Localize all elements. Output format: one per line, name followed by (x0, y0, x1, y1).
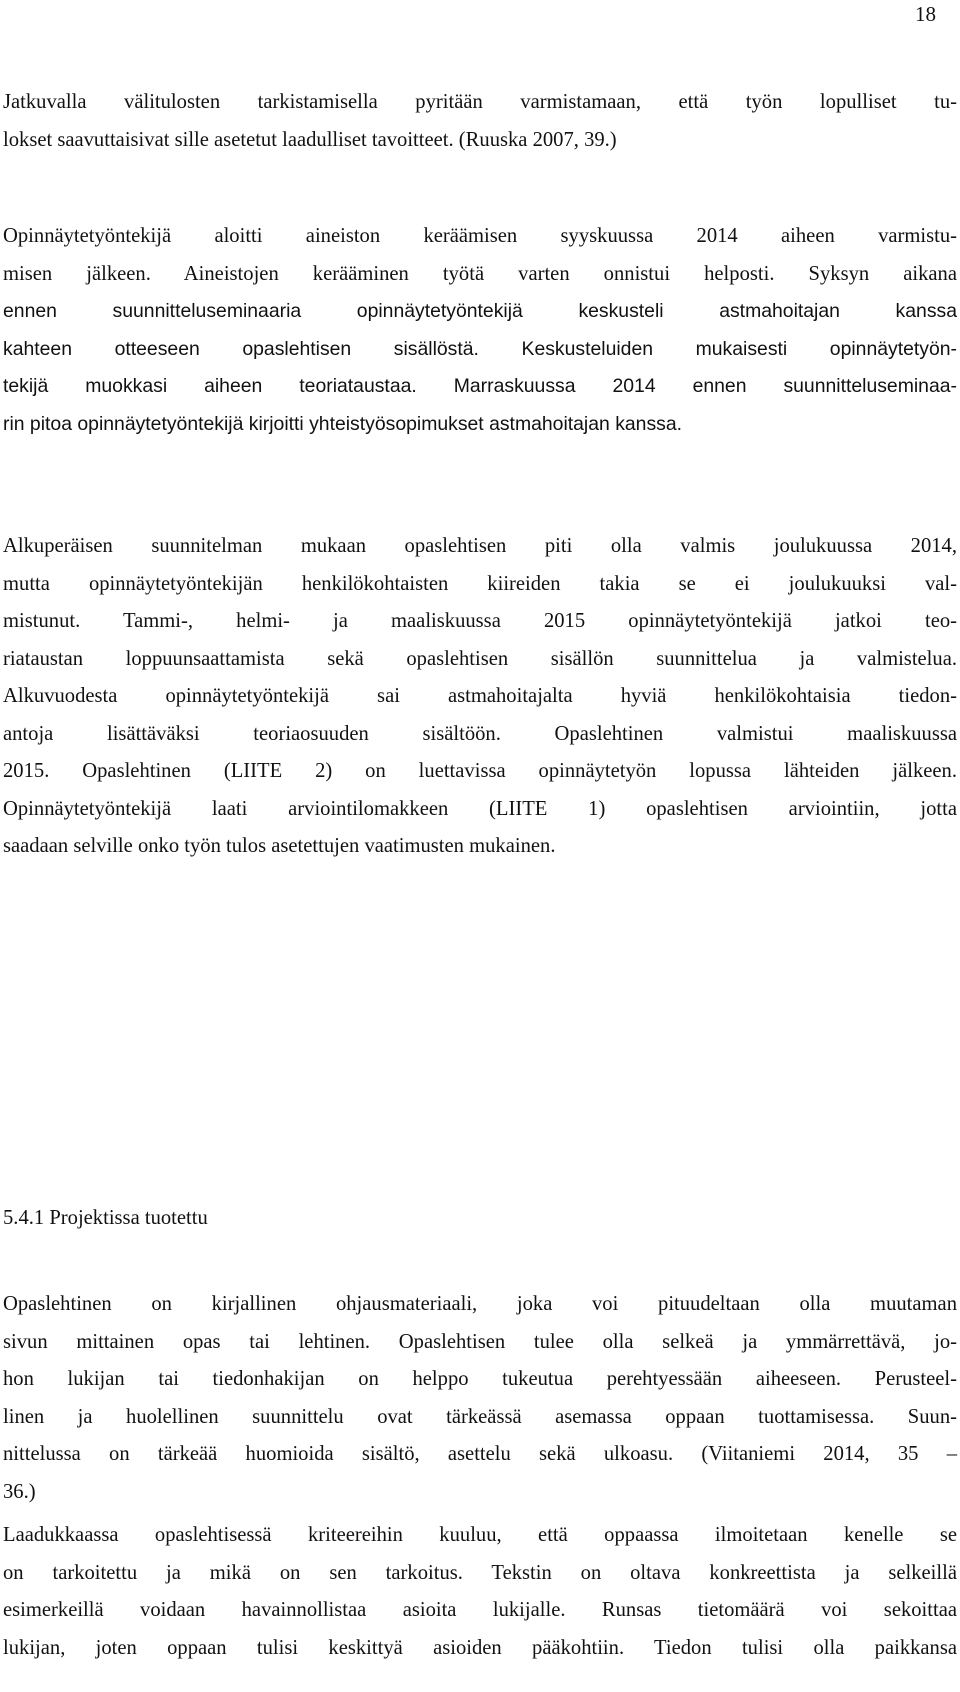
paragraph-line: on tarkoitettu ja mikä on sen tarkoitus. Tekstin on oltava konkreettista ja selkeillä (3, 1561, 957, 1584)
paragraph-line: mutta opinnäytetyöntekijän henkilökohtaisten kiireiden takia se ei joulukuuksi val- (3, 572, 957, 595)
paragraph-line: misen jälkeen. Aineistojen kerääminen työtä varten onnistui helposti. Syksyn aikana (3, 262, 957, 285)
paragraph-line: 2015. Opaslehtinen (LIITE 2) on luettavissa opinnäytetyön lopussa lähteiden jälkeen. (3, 760, 957, 782)
paragraph-line: sivun mittainen opas tai lehtinen. Opaslehtisen tulee olla selkeä ja ymmärrettävä, jo- (3, 1330, 957, 1353)
paragraph-5 (3, 1517, 957, 1667)
paragraph-line: ennen suunnitteluseminaaria opinnäytetyöntekijä keskusteli astmahoitajan kanssa (3, 300, 957, 322)
paragraph-line: Jatkuvalla välitulosten tarkistamisella pyritään varmistamaan, että työn lopulliset tu- (3, 91, 957, 113)
paragraph-line: lukijan, joten oppaan tulisi keskittyä asioiden pääkohtiin. Tiedon tulisi olla paikkansa (3, 1636, 957, 1659)
paragraph-line: hon lukijan tai tiedonhakijan on helppo tukeutua perehtyessään aiheeseen. Perusteel- (3, 1368, 957, 1390)
paragraph-line: saadaan selville onko työn tulos asetettujen vaatimusten mukainen. (3, 835, 556, 857)
paragraph-line: Alkuvuodesta opinnäytetyöntekijä sai astmahoitajalta hyviä henkilökohtaisia tiedon- (3, 685, 957, 707)
paragraph-2 (3, 218, 957, 443)
paragraph-line: antoja lisättäväksi teoriaosuuden sisältöön. Opaslehtinen valmistui maaliskuussa (3, 722, 957, 745)
paragraph-line: mistunut. Tammi-, helmi- ja maaliskuussa 2015 opinnäytetyöntekijä jatkoi teo- (3, 610, 957, 632)
paragraph-1 (3, 84, 957, 159)
paragraph-4 (3, 1286, 957, 1511)
paragraph-line: linen ja huolellinen suunnittelu ovat tärkeässä asemassa oppaan tuottamisessa. Suun- (3, 1405, 957, 1428)
paragraph-line: riataustan loppuunsaattamista sekä opaslehtisen sisällön suunnittelua ja valmistelua. (3, 647, 957, 670)
paragraph-line: Opinnäytetyöntekijä laati arviointilomakkeen (LIITE 1) opaslehtisen arviointiin, jotta (3, 797, 957, 820)
paragraph-line: rin pitoa opinnäytetyöntekijä kirjoitti yhteistyösopimukset astmahoitajan kanssa. (3, 412, 683, 435)
paragraph-3 (3, 528, 957, 866)
page-number: 18 (915, 2, 936, 26)
paragraph-line: Laadukkaassa opaslehtisessä kriteereihin kuuluu, että oppaassa ilmoitetaan kenelle se (3, 1524, 957, 1546)
paragraph-line: lokset saavuttaisivat sille asetetut laadulliset tavoitteet. (Ruuska 2007, 39.) (3, 128, 617, 151)
paragraph-line: kahteen otteeseen opaslehtisen sisällöstä. Keskusteluiden mukaisesti opinnäytetyön- (3, 337, 957, 360)
paragraph-line: esimerkeillä voidaan havainnollistaa asioita lukijalle. Runsas tietomäärä voi sekoittaa (3, 1599, 957, 1621)
paragraph-line: Opaslehtinen on kirjallinen ohjausmateriaali, joka voi pituudeltaan olla muutaman (3, 1293, 957, 1315)
paragraph-line: Alkuperäisen suunnitelman mukaan opaslehtisen piti olla valmis joulukuussa 2014, (3, 535, 957, 557)
paragraph-line: tekijä muokkasi aiheen teoriataustaa. Marraskuussa 2014 ennen suunnitteluseminaa- (3, 375, 957, 397)
paragraph-line: 36.) (3, 1480, 36, 1503)
paragraph-line: nittelussa on tärkeää huomioida sisältö, asettelu sekä ulkoasu. (Viitaniemi 2014, 35 – (3, 1443, 957, 1465)
section-heading: 5.4.1 Projektissa tuotettu (3, 1207, 208, 1229)
paragraph-line: Opinnäytetyöntekijä aloitti aineiston keräämisen syyskuussa 2014 aiheen varmistu- (3, 225, 957, 247)
